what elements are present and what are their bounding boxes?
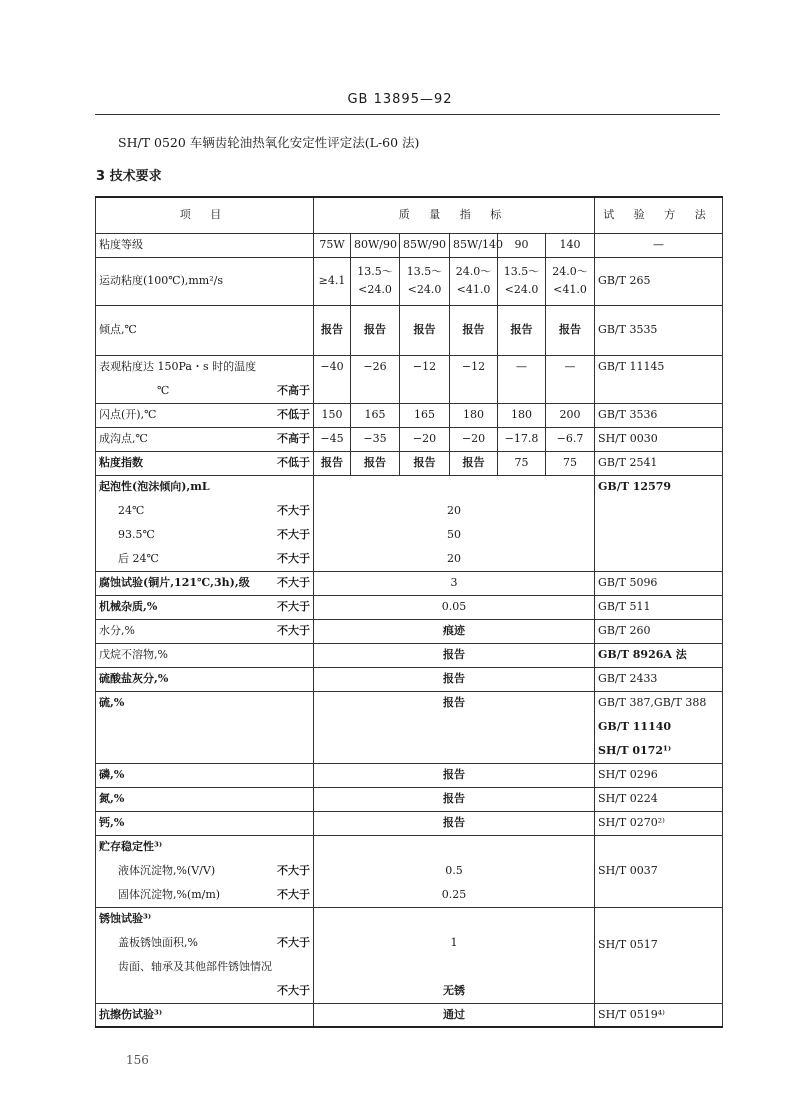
value-cell: 24.0～ <41.0 bbox=[546, 257, 595, 305]
value-cell: 报告 bbox=[314, 763, 595, 787]
flash-point-label: 闪点(开),℃ bbox=[99, 408, 157, 421]
foam-row bbox=[96, 475, 723, 499]
value-cell: 13.5～ <24.0 bbox=[351, 257, 400, 305]
value-cell: 75 bbox=[498, 451, 546, 475]
value-cell: 报告 bbox=[314, 667, 595, 691]
value-cell: 180 bbox=[498, 403, 546, 427]
grade-cell: 85W/140 bbox=[450, 233, 498, 257]
sub-label: 盖板锈蚀面积,% bbox=[118, 936, 198, 949]
grade-cell: 90 bbox=[498, 233, 546, 257]
value-cell: 通过 bbox=[314, 1003, 595, 1027]
value-cell: — bbox=[546, 355, 595, 403]
scuff-label: 抗擦伤试验³⁾ bbox=[96, 1003, 314, 1027]
value-cell: 0.25 bbox=[314, 883, 595, 907]
viscosity-row bbox=[96, 257, 723, 305]
technical-requirements-table bbox=[95, 196, 723, 1028]
value-cell: 13.5～ <24.0 bbox=[498, 257, 546, 305]
viscosity-label: 运动粘度(100℃),mm²/s bbox=[96, 257, 314, 305]
grade-cell: 75W bbox=[314, 233, 351, 257]
pentane-label: 戊烷不溶物,% bbox=[96, 643, 314, 667]
value-cell: 报告 bbox=[314, 787, 595, 811]
method-cell: GB/T 2541 bbox=[595, 451, 723, 475]
method-cell: SH/T 0037 bbox=[595, 835, 723, 907]
storage-label: 贮存稳定性³⁾ bbox=[96, 835, 314, 859]
value-cell: 0.5 bbox=[314, 859, 595, 883]
value-cell: 报告 bbox=[314, 811, 595, 835]
value-cell: 报告 bbox=[314, 451, 351, 475]
limit-label: 不高于 bbox=[277, 383, 310, 397]
standard-code-header: GB 13895—92 bbox=[347, 92, 453, 107]
method-cell: GB/T 5096 bbox=[595, 571, 723, 595]
phosphorus-row bbox=[96, 763, 723, 787]
apparent-viscosity-row bbox=[96, 355, 723, 379]
value-cell: 报告 bbox=[546, 305, 595, 355]
sulfur-label: 硫,% bbox=[96, 691, 314, 763]
grade-cell: 140 bbox=[546, 233, 595, 257]
limit-label: 不高于 bbox=[277, 432, 310, 445]
value-cell: −6.7 bbox=[546, 427, 595, 451]
sulfated-ash-row bbox=[96, 667, 723, 691]
page-number: 156 bbox=[126, 1053, 149, 1067]
value-cell: 报告 bbox=[400, 451, 450, 475]
ash-label: 硫酸盐灰分,% bbox=[96, 667, 314, 691]
limit-label: 不大于 bbox=[277, 504, 310, 517]
method-cell: GB/T 387,GB/T 388 bbox=[595, 691, 723, 715]
value-cell: 报告 bbox=[400, 305, 450, 355]
nitrogen-label: 氮,% bbox=[96, 787, 314, 811]
grade-label: 粘度等级 bbox=[96, 233, 314, 257]
method-cell: SH/T 0519⁴⁾ bbox=[595, 1003, 723, 1027]
channel-point-row bbox=[96, 427, 723, 451]
grade-row bbox=[96, 233, 723, 257]
grade-method: — bbox=[595, 233, 723, 257]
method-cell: SH/T 0296 bbox=[595, 763, 723, 787]
value-cell: 痕迹 bbox=[314, 619, 595, 643]
value-cell: 报告 bbox=[314, 643, 595, 667]
pour-point-label: 倾点,℃ bbox=[96, 305, 314, 355]
corrosion-label: 腐蚀试验(铜片,121℃,3h),级 bbox=[99, 576, 250, 589]
channel-point-label: 成沟点,℃ bbox=[99, 432, 148, 445]
storage-stability-row bbox=[96, 835, 723, 859]
value-cell: −17.8 bbox=[498, 427, 546, 451]
scuff-test-row bbox=[96, 1003, 723, 1027]
method-cell: SH/T 0172¹⁾ bbox=[595, 739, 723, 763]
limit-label: 不大于 bbox=[277, 887, 310, 901]
limit-label: 不低于 bbox=[277, 456, 310, 469]
value-cell: 150 bbox=[314, 403, 351, 427]
section-title: 3 技术要求 bbox=[96, 169, 162, 184]
method-cell: GB/T 265 bbox=[595, 257, 723, 305]
value-cell: 报告 bbox=[314, 691, 595, 763]
apparent-viscosity-label: 表观粘度达 150Pa・s 时的温度 bbox=[96, 355, 314, 379]
value-cell: — bbox=[498, 355, 546, 403]
limit-label: 不大于 bbox=[277, 936, 310, 949]
value-cell: 13.5～ <24.0 bbox=[400, 257, 450, 305]
value-cell: 75 bbox=[546, 451, 595, 475]
water-label: 水分,% bbox=[99, 624, 135, 637]
value-cell: 165 bbox=[351, 403, 400, 427]
method-cell: GB/T 11140 bbox=[595, 715, 723, 739]
nitrogen-row bbox=[96, 787, 723, 811]
method-cell: GB/T 260 bbox=[595, 619, 723, 643]
impurity-label: 机械杂质,% bbox=[99, 600, 158, 613]
flash-point-row bbox=[96, 403, 723, 427]
value-cell: ≥4.1 bbox=[314, 257, 351, 305]
phosphorus-label: 磷,% bbox=[96, 763, 314, 787]
sub-label: 93.5℃ bbox=[118, 528, 155, 541]
value-cell: 24.0～ <41.0 bbox=[450, 257, 498, 305]
sub-label: 齿面、轴承及其他部件锈蚀情况 bbox=[96, 955, 314, 979]
limit-label: 不大于 bbox=[277, 864, 310, 877]
limit-label: 不大于 bbox=[277, 576, 310, 589]
limit-label: 不大于 bbox=[277, 624, 310, 637]
method-cell: GB/T 3535 bbox=[595, 305, 723, 355]
reference-standard-line: SH/T 0520 车辆齿轮油热氧化安定性评定法(L-60 法) bbox=[118, 135, 420, 150]
value-cell: 报告 bbox=[314, 305, 351, 355]
value-cell: −35 bbox=[351, 427, 400, 451]
limit-label: 不低于 bbox=[277, 408, 310, 421]
value-cell: 20 bbox=[314, 547, 595, 571]
value-cell: −20 bbox=[400, 427, 450, 451]
grade-cell: 85W/90 bbox=[400, 233, 450, 257]
viscosity-index-label: 粘度指数 bbox=[99, 456, 143, 469]
value-cell: −40 bbox=[314, 355, 351, 403]
value-cell: −26 bbox=[351, 355, 400, 403]
viscosity-index-row bbox=[96, 451, 723, 475]
calcium-row bbox=[96, 811, 723, 835]
value-cell: 3 bbox=[314, 571, 595, 595]
sulfur-row bbox=[96, 691, 723, 715]
limit-label: 不大于 bbox=[277, 600, 310, 613]
sub-label: 24℃ bbox=[118, 504, 145, 517]
value-cell: 180 bbox=[450, 403, 498, 427]
method-cell: GB/T 3536 bbox=[595, 403, 723, 427]
value-cell: 1 bbox=[314, 931, 595, 955]
value-cell: 报告 bbox=[498, 305, 546, 355]
impurity-row bbox=[96, 595, 723, 619]
table-header-row bbox=[96, 197, 723, 233]
value-cell: 50 bbox=[314, 523, 595, 547]
limit-label: 不大于 bbox=[277, 983, 310, 997]
foam-label: 起泡性(泡沫倾向),mL bbox=[96, 475, 314, 499]
rust-test-row bbox=[96, 907, 723, 931]
limit-label: 不大于 bbox=[277, 551, 310, 565]
value-cell: 报告 bbox=[351, 305, 400, 355]
grade-cell: 80W/90 bbox=[351, 233, 400, 257]
sub-label: 后 24℃ bbox=[118, 551, 159, 565]
header-quality: 质 量 指 标 bbox=[314, 197, 595, 233]
value-cell: 无锈 bbox=[314, 979, 595, 1003]
limit-label: 不大于 bbox=[277, 528, 310, 541]
value-cell: 200 bbox=[546, 403, 595, 427]
value-cell: 165 bbox=[400, 403, 450, 427]
value-cell: −12 bbox=[450, 355, 498, 403]
value-cell: −20 bbox=[450, 427, 498, 451]
method-cell: GB/T 511 bbox=[595, 595, 723, 619]
water-row bbox=[96, 619, 723, 643]
calcium-label: 钙,% bbox=[96, 811, 314, 835]
header-method: 试 验 方 法 bbox=[595, 197, 723, 233]
method-cell: GB/T 12579 bbox=[595, 475, 723, 571]
method-cell: GB/T 11145 bbox=[595, 355, 723, 403]
method-cell: GB/T 8926A 法 bbox=[595, 643, 723, 667]
sub-label: 液体沉淀物,%(V/V) bbox=[118, 864, 216, 877]
value-cell: 0.05 bbox=[314, 595, 595, 619]
rust-label: 锈蚀试验³⁾ bbox=[96, 907, 314, 931]
value-cell: −45 bbox=[314, 427, 351, 451]
method-cell: SH/T 0270²⁾ bbox=[595, 811, 723, 835]
method-cell: SH/T 0030 bbox=[595, 427, 723, 451]
value-cell: 报告 bbox=[450, 451, 498, 475]
value-cell: 报告 bbox=[351, 451, 400, 475]
pour-point-row bbox=[96, 305, 723, 355]
sub-label: 固体沉淀物,%(m/m) bbox=[118, 887, 221, 901]
method-cell: SH/T 0224 bbox=[595, 787, 723, 811]
value-cell: 20 bbox=[314, 499, 595, 523]
unit-label: ℃ bbox=[157, 383, 170, 397]
method-cell: SH/T 0517 bbox=[595, 907, 723, 1003]
pentane-insolubles-row bbox=[96, 643, 723, 667]
header-item: 项 目 bbox=[96, 197, 314, 233]
method-cell: GB/T 2433 bbox=[595, 667, 723, 691]
corrosion-row bbox=[96, 571, 723, 595]
header-rule bbox=[95, 114, 720, 115]
value-cell: −12 bbox=[400, 355, 450, 403]
value-cell: 报告 bbox=[450, 305, 498, 355]
